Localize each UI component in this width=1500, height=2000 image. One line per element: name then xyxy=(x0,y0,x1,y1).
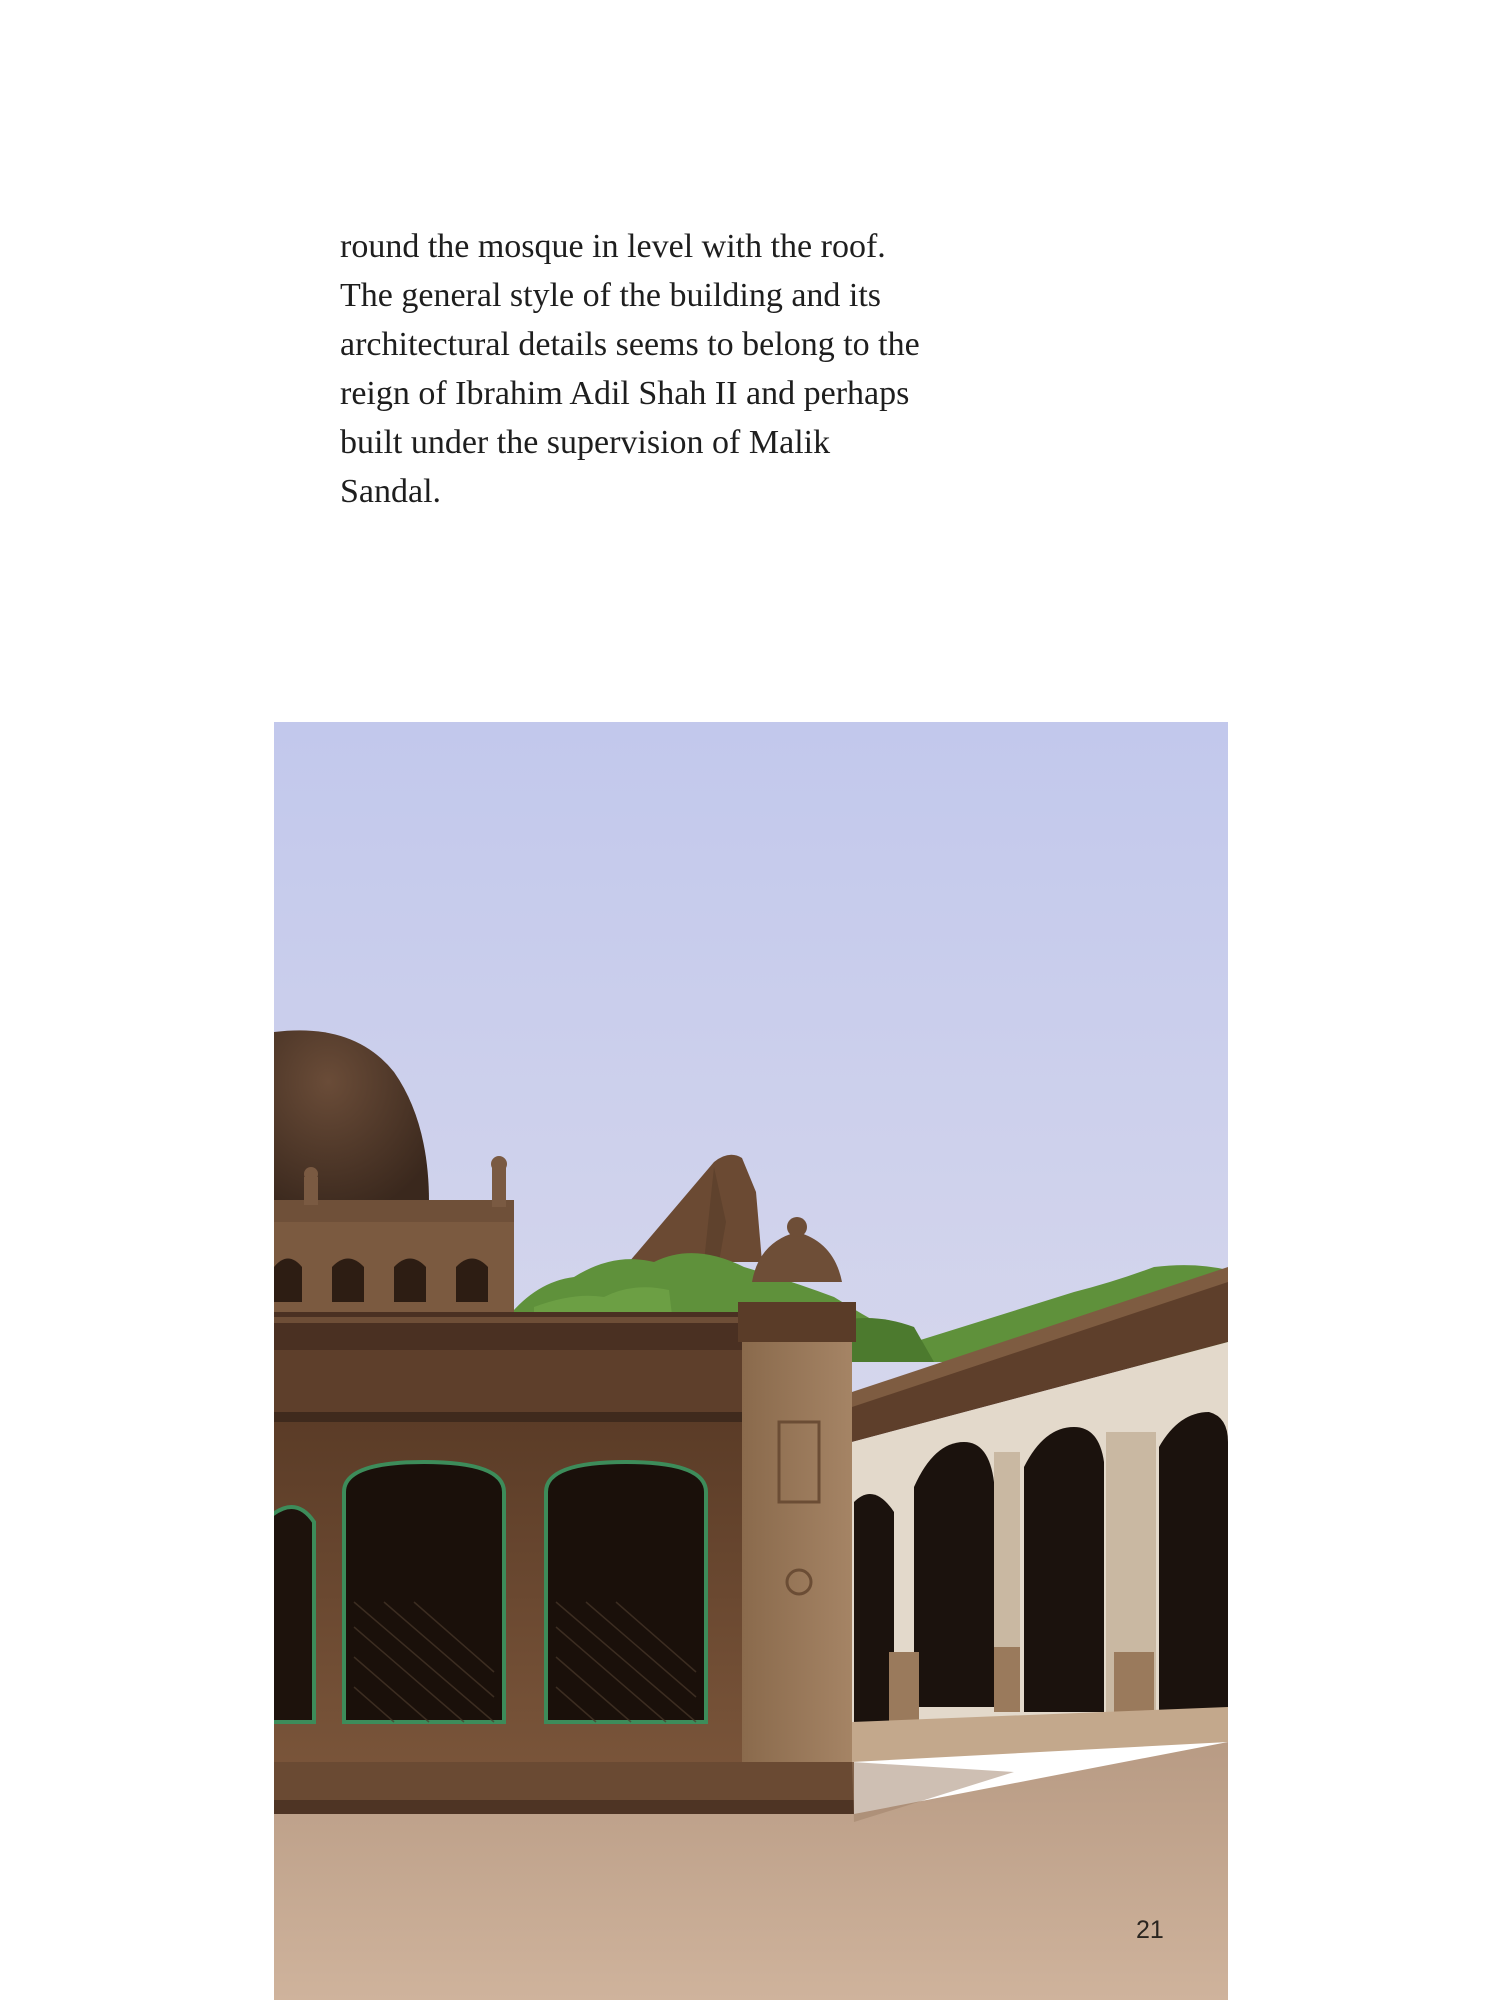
paragraph-line: reign of Ibrahim Adil Shah II and perhaps xyxy=(340,375,910,412)
paragraph-line: round the mosque in level with the roof. xyxy=(340,228,886,265)
plinth xyxy=(274,1762,854,1802)
paragraph-line: The general style of the building and its xyxy=(340,277,882,314)
paragraph-line: architectural details seems to belong to the xyxy=(340,326,920,363)
corner-pillar xyxy=(742,1342,852,1782)
page-number: 21 xyxy=(1136,1916,1164,1944)
mosque-courtyard-photo xyxy=(274,722,1228,2000)
body-paragraph xyxy=(340,222,1040,516)
paragraph-line: Sandal. xyxy=(340,473,442,510)
photo-illustration xyxy=(274,722,1228,2000)
paragraph-line: built under the supervision of Malik xyxy=(340,424,831,461)
